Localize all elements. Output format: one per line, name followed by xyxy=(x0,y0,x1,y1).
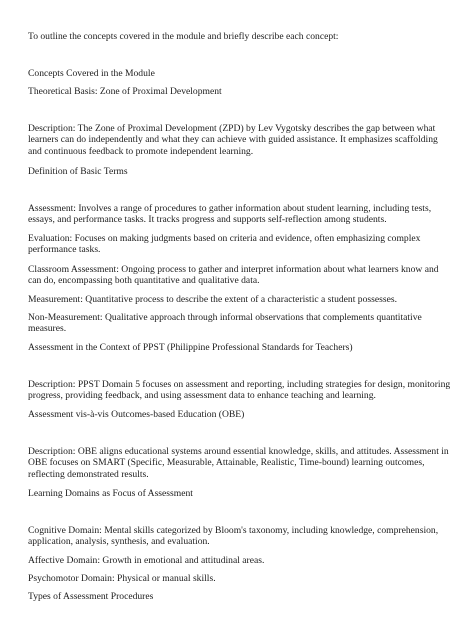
classroom-assessment-definition: Classroom Assessment: Ongoing process to gather and interpret information about what learners know and can do, encompassing both quantitative and qualitative data. xyxy=(28,264,439,287)
non-measurement-definition: Non-Measurement: Qualitative approach through informal observations that complements quantitative measures. xyxy=(28,312,422,335)
assessment-definition: Assessment: Involves a range of procedures to gather information about student learning, including tests, essays, and performance tasks. It tracks progress and supports self-reflection among students. xyxy=(28,203,432,226)
intro-text: To outline the concepts covered in the module and briefly describe each concept: xyxy=(28,31,339,42)
definition-heading: Definition of Basic Terms xyxy=(28,166,128,177)
theoretical-basis: Theoretical Basis: Zone of Proximal Development xyxy=(28,86,222,97)
ppst-description: Description: PPST Domain 5 focuses on assessment and reporting, including strategies for design, monitoring progress, providing feedback, and using assessment data to enhance teaching and learning. xyxy=(28,379,451,402)
zpd-description: Description: The Zone of Proximal Development (ZPD) by Lev Vygotsky describes the gap between what learners can do independently and what they can achieve with guided assistance. It emphasizes scaffolding and continuous feedback to promote independent learning. xyxy=(28,123,438,157)
measurement-definition: Measurement: Quantitative process to describe the extent of a characteristic a student possesses. xyxy=(28,294,397,305)
learning-domains-heading: Learning Domains as Focus of Assessment xyxy=(28,488,193,499)
obe-description: Description: OBE aligns educational systems around essential knowledge, skills, and attitudes. Assessment in OBE focuses on SMART (Specific, Measurable, Attainable, Realistic, Time-bound) learning outcomes, reflecting demonstrated results. xyxy=(28,446,449,480)
types-heading: Types of Assessment Procedures xyxy=(28,591,154,602)
psychomotor-domain: Psychomotor Domain: Physical or manual skills. xyxy=(28,573,216,584)
obe-heading: Assessment vis-à-vis Outcomes-based Education (OBE) xyxy=(28,409,245,420)
ppst-heading: Assessment in the Context of PPST (Philippine Professional Standards for Teachers) xyxy=(28,342,353,353)
evaluation-definition: Evaluation: Focuses on making judgments based on criteria and evidence, often emphasizing complex performance tasks. xyxy=(28,233,421,256)
cognitive-domain: Cognitive Domain: Mental skills categorized by Bloom's taxonomy, including knowledge, comprehension, application, analysis, synthesis, and evaluation. xyxy=(28,525,439,548)
affective-domain: Affective Domain: Growth in emotional and attitudinal areas. xyxy=(28,555,265,566)
concepts-heading: Concepts Covered in the Module xyxy=(28,68,155,79)
